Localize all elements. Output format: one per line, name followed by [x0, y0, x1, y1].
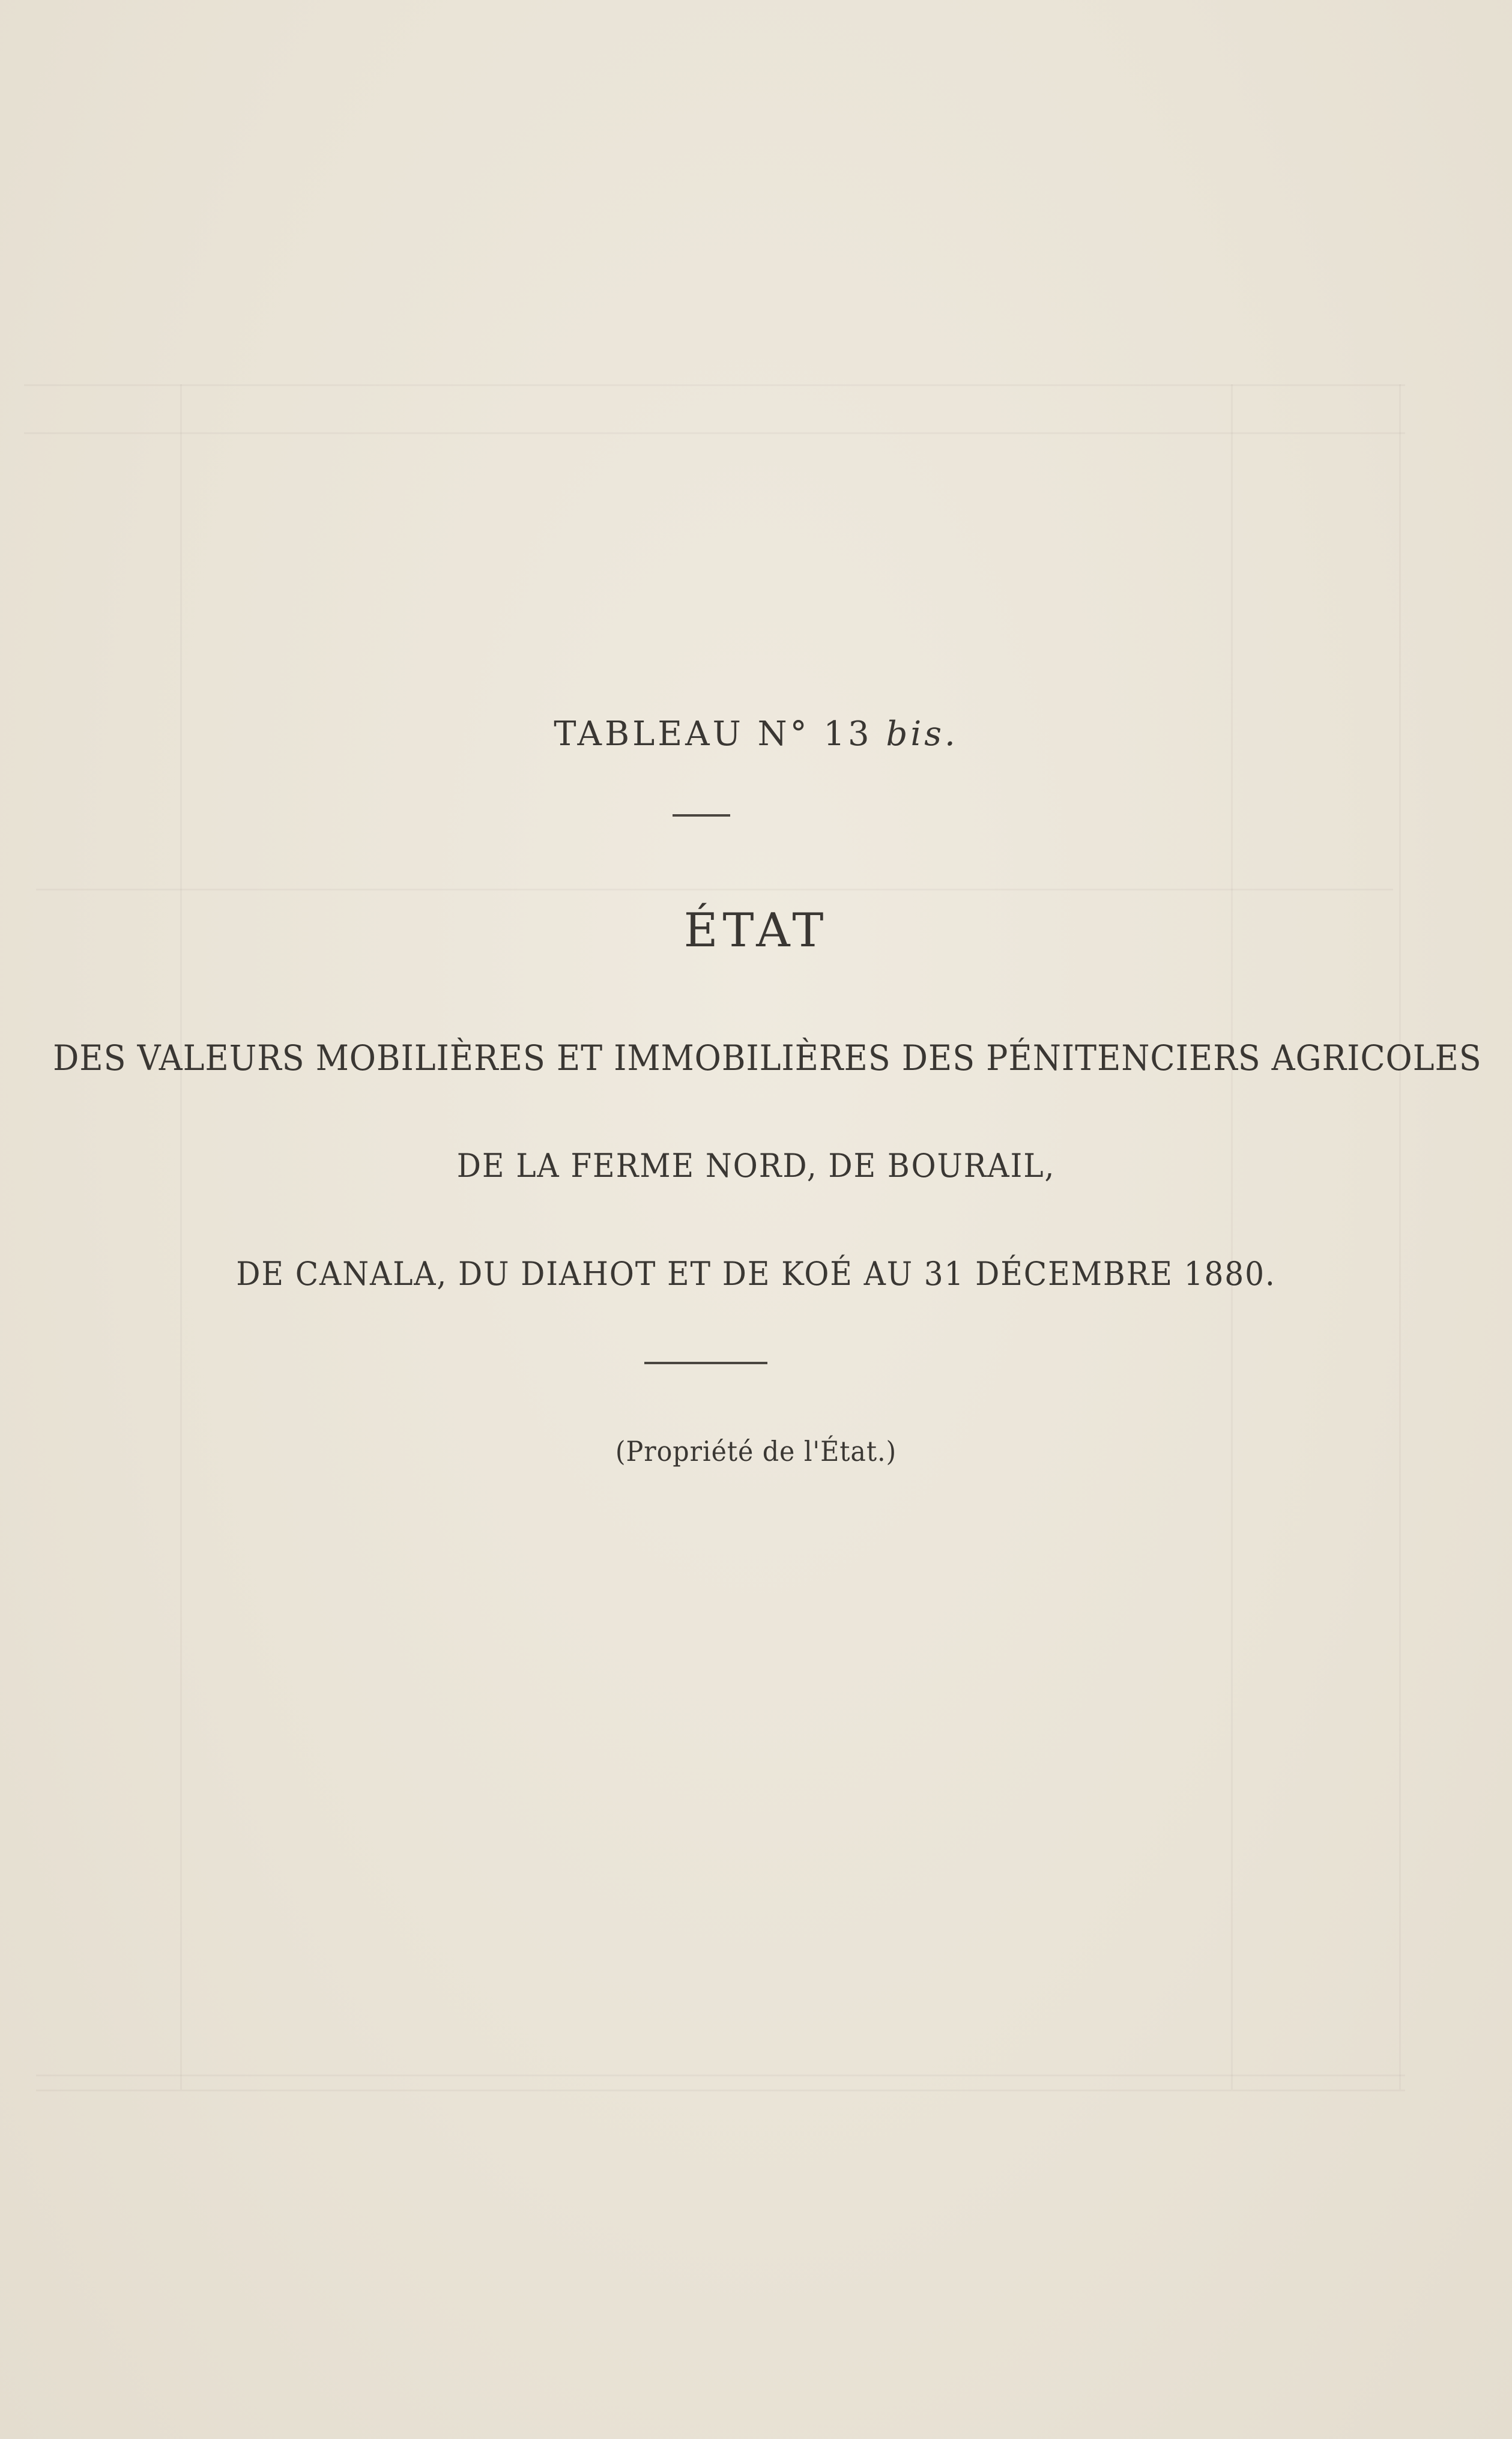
- bleed-through-line: [180, 384, 182, 2090]
- bleed-through-line: [36, 2075, 1405, 2076]
- subtitle-line-2: DE LA FERME NORD, DE BOURAIL,: [456, 1147, 1056, 1185]
- bleed-through-line: [36, 889, 1393, 890]
- tableau-label: TABLEAU N° 13: [554, 715, 872, 754]
- subtitle-line-1: DES VALEURS MOBILIÈRES ET IMMOBILIÈRES DES PÉNITENCIERS AGRICOLES: [53, 1038, 1482, 1078]
- bleed-through-line: [1231, 384, 1233, 2090]
- tableau-suffix: bis.: [886, 715, 958, 754]
- short-divider: [673, 814, 730, 817]
- document-title: ÉTAT: [683, 904, 829, 958]
- long-divider: [644, 1362, 767, 1364]
- ownership-note: (Propriété de l'État.): [615, 1435, 897, 1467]
- bleed-through-line: [36, 2090, 1405, 2091]
- bleed-through-line: [24, 432, 1405, 434]
- bleed-through-line: [24, 384, 1405, 386]
- tableau-heading: [0, 715, 1512, 754]
- subtitle-line-3: DE CANALA, DU DIAHOT ET DE KOÉ AU 31 DÉCEMBRE 1880.: [236, 1255, 1276, 1293]
- bleed-through-line: [1399, 384, 1401, 2090]
